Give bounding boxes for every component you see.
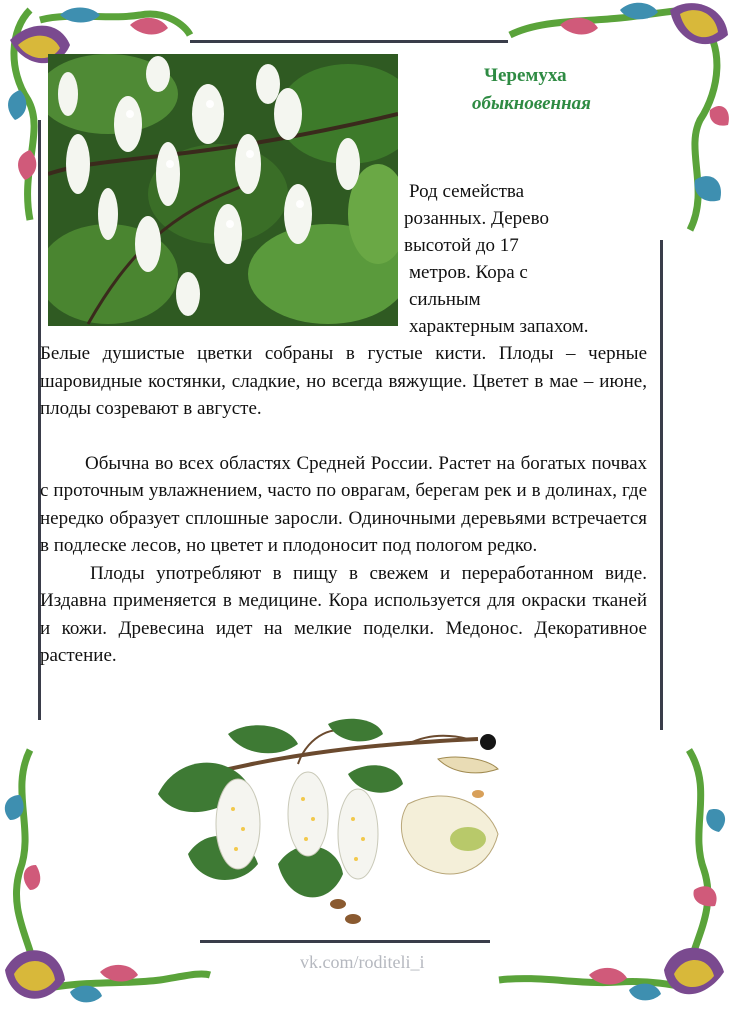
watermark: vk.com/roditeli_i	[300, 952, 425, 972]
paragraph-3: Плоды употребляют в пищу в свежем и переработанном виде. Издавна применяется в медицине. Кора используется для окраски тканей и кожи. Древесина идет на мелкие поделки. Медонос. Декоративное растение.	[40, 562, 647, 666]
intro-line: Род семейства	[409, 181, 525, 202]
body-text	[40, 340, 647, 670]
intro-line: розанных. Дерево	[404, 208, 549, 229]
paragraph-1-continued: Белые душистые цветки собраны в густые кисти. Плоды – черные шаровидные костянки, сладкие, но всегда вяжущие. Цветет в мае – июне, плоды созревают в августе.	[40, 343, 647, 419]
frame-right-line	[660, 240, 663, 730]
intro-line: высотой до 17	[404, 235, 519, 256]
intro-text	[404, 178, 649, 340]
frame-bottom-line	[200, 940, 490, 943]
intro-line: метров. Кора с	[409, 262, 528, 283]
botanical-illustration	[148, 714, 548, 940]
paragraph-2: Обычна во всех областях Средней России. Растет на богатых почвах с проточным увлажнением, часто по оврагам, берегам рек и в долинах, где нередко образует сплошные заросли. Одиночными деревьями встречается в подлеске лесов, но цветет и плодоносит под пологом редко.	[40, 452, 647, 556]
bird-cherry-photo	[48, 54, 398, 326]
intro-line: характерным запахом.	[409, 316, 589, 337]
intro-line: сильным	[409, 289, 481, 310]
title-line-2: обыкновенная	[472, 93, 591, 114]
title-line-1: Черемуха	[484, 65, 567, 86]
frame-top-line	[190, 40, 508, 43]
